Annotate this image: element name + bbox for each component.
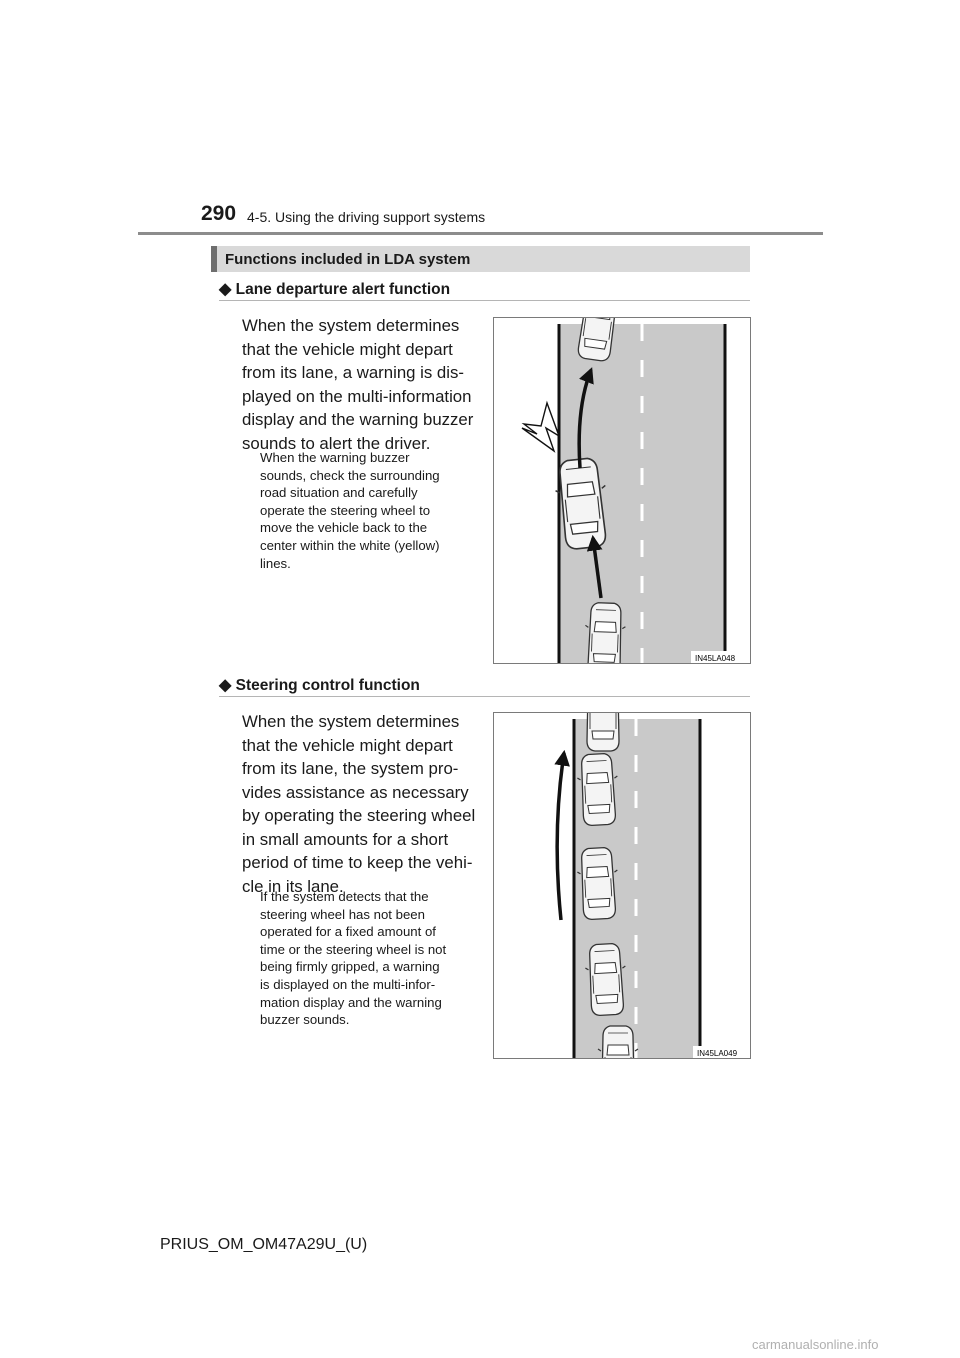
figure-id: IN45LA049 — [697, 1049, 738, 1058]
diamond-bullet-icon: ◆ — [219, 281, 232, 298]
car-icon — [583, 713, 623, 751]
lane-departure-note — [260, 449, 480, 572]
lane-departure-heading-text: Lane departure alert function — [235, 281, 451, 298]
diamond-bullet-icon: ◆ — [219, 677, 232, 694]
body-line: that the vehicle might depart — [242, 735, 453, 755]
note-line: operate the steering wheel to — [260, 502, 431, 518]
body-line: When the system determines — [242, 316, 460, 335]
body-line: from its lane, a warning is dis- — [242, 363, 464, 382]
note-line: is displayed on the multi-infor- — [260, 976, 436, 992]
steering-control-heading-text: Steering control function — [235, 677, 420, 694]
curved-arrow-icon — [557, 753, 564, 920]
steering-control-body — [242, 710, 477, 898]
note-line: being firmly gripped, a warning — [260, 959, 440, 975]
note-line: steering wheel has not been — [260, 906, 425, 922]
body-line: display and the warning buzzer — [242, 410, 474, 429]
body-line: period of time to keep the vehi- — [242, 853, 473, 872]
body-line: from its lane, the system pro- — [242, 759, 459, 778]
running-header: 4-5. Using the driving support systems — [247, 209, 486, 225]
car-icon — [598, 1026, 638, 1058]
steering-control-illustration — [494, 713, 750, 1058]
body-line: When the system determines — [242, 712, 460, 731]
lane-departure-figure — [493, 317, 751, 664]
body-line: played on the multi-information — [242, 386, 472, 406]
lane-departure-body — [242, 314, 477, 455]
lane-departure-illustration — [494, 318, 750, 663]
subheading-rule — [219, 696, 750, 697]
page-number: 290 — [201, 202, 237, 225]
note-line: If the system detects that the — [260, 889, 429, 904]
note-line: time or the steering wheel is not — [260, 941, 447, 957]
note-line: buzzer sounds. — [260, 1012, 350, 1028]
header-rule — [138, 232, 823, 235]
section-title: Functions included in LDA system — [225, 251, 471, 268]
subheading-rule — [219, 300, 750, 301]
footer-document-code: PRIUS_OM_OM47A29U_(U) — [160, 1236, 368, 1253]
warning-buzzer-icon — [522, 403, 559, 451]
note-line: operated for a fixed amount of — [260, 924, 436, 940]
body-line: cle in its lane. — [242, 876, 344, 896]
note-line: When the warning buzzer — [260, 450, 410, 465]
note-line: lines. — [260, 555, 291, 571]
note-line: mation display and the warning — [260, 994, 442, 1010]
figure-id: IN45LA048 — [695, 654, 736, 663]
note-line: sounds, check the surrounding — [260, 467, 440, 483]
steering-control-note — [260, 888, 480, 1029]
watermark: carmanualsonline.info — [752, 1337, 879, 1352]
steering-control-heading — [219, 675, 420, 695]
body-line: in small amounts for a short — [242, 829, 449, 849]
note-line: move the vehicle back to the — [260, 520, 428, 536]
note-line: center within the white (yellow) — [260, 537, 440, 553]
steering-control-figure — [493, 712, 751, 1059]
lane-departure-heading — [219, 279, 450, 299]
body-line: sounds to alert the driver. — [242, 433, 431, 453]
body-line: that the vehicle might depart — [242, 339, 453, 359]
body-line: by operating the steering wheel — [242, 806, 476, 825]
body-line: vides assistance as necessary — [242, 782, 469, 802]
note-line: road situation and carefully — [260, 485, 418, 501]
